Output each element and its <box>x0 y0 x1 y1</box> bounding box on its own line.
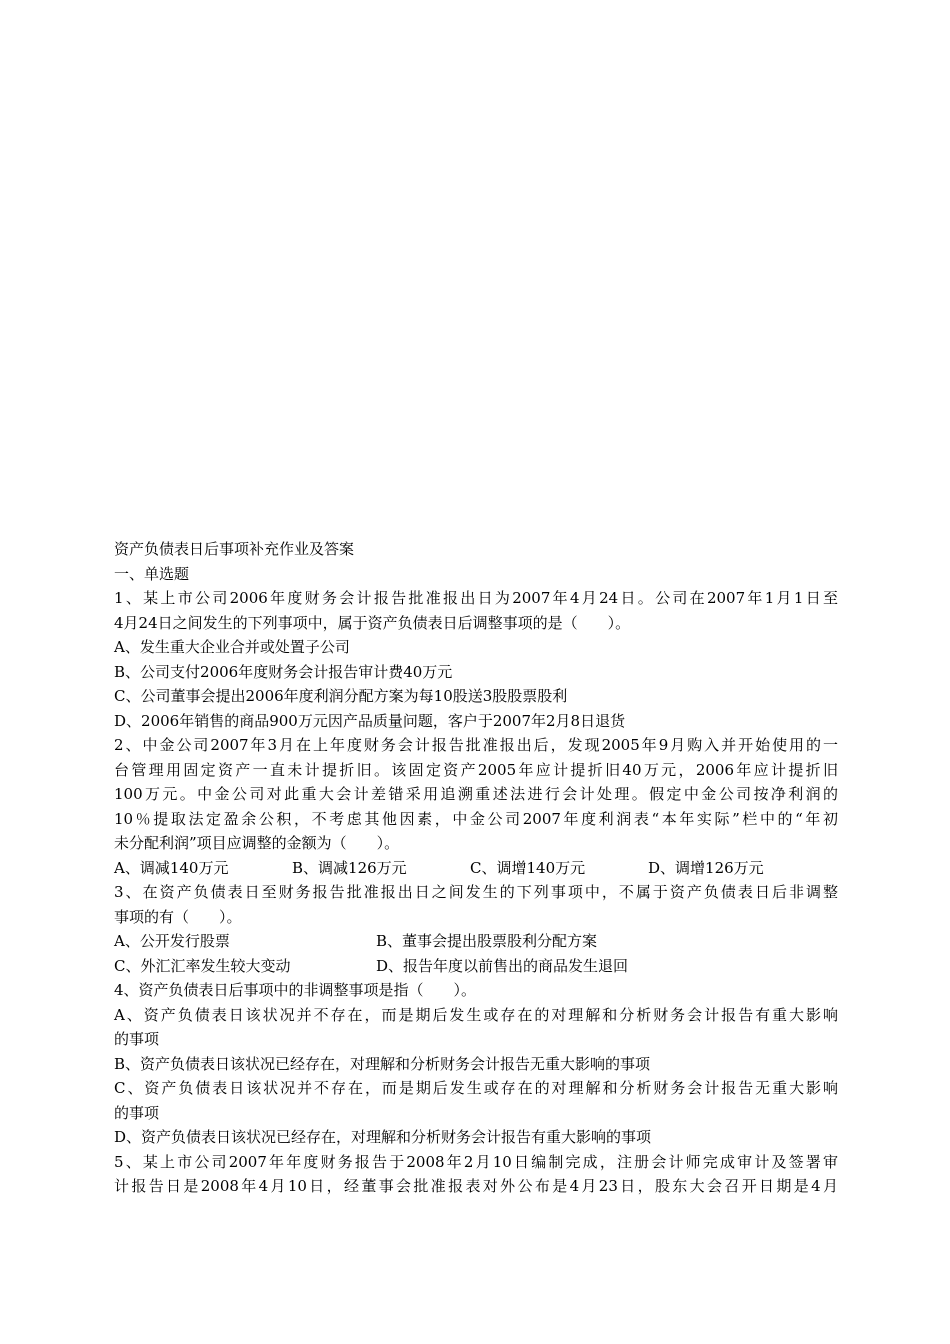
question-1-line-1: 1、某上市公司2006年度财务会计报告批准报出日为2007年4月24日。公司在2007年1月1日至 <box>114 589 838 607</box>
question-2-line-2: 台管理用固定资产一直未计提折旧。该固定资产2005年应计提折旧40万元，2006年应计提折旧 <box>114 760 838 779</box>
question-3-option-d: D、报告年度以前售出的商品发生退回 <box>376 956 629 975</box>
question-2-line-5: 未分配利润”项目应调整的金额为（ ）。 <box>114 834 400 852</box>
question-2-options <box>114 856 838 881</box>
question-2-option-a: A、调减140万元 <box>114 858 229 877</box>
question-1-option-c: C、公司董事会提出2006年度利润分配方案为每10股送3股股票股利 <box>114 687 568 705</box>
question-4-option-d: D、资产负债表日该状况已经存在，对理解和分析财务会计报告有重大影响的事项 <box>114 1128 652 1146</box>
question-4-option-a-line-1: A、资产负债表日该状况并不存在，而是期后发生或存在的对理解和分析财务会计报告有重大影响 <box>114 1005 838 1024</box>
question-2-option-d: D、调增126万元 <box>648 858 764 877</box>
section-heading: 一、单选题 <box>114 564 190 583</box>
question-2-option-b: B、调减126万元 <box>292 858 407 877</box>
question-3-option-c: C、外汇汇率发生较大变动 <box>114 956 291 975</box>
question-5-line-2: 计报告日是2008年4月10日，经董事会批准报表对外公布是4月23日，股东大会召开日期是4月 <box>114 1177 838 1195</box>
question-4-option-a-line-2: 的事项 <box>114 1030 160 1048</box>
question-1-option-b: B、公司支付2006年度财务会计报告审计费40万元 <box>114 662 453 681</box>
question-1-option-a: A、发生重大企业合并或处置子公司 <box>114 638 350 656</box>
question-3-line-2: 事项的有（ ）。 <box>114 907 242 926</box>
question-1-line-2: 4月24日之间发生的下列事项中，属于资产负债表日后调整事项的是（ ）。 <box>114 613 631 632</box>
question-3-options-ab <box>114 929 838 954</box>
question-1-option-d: D、2006年销售的商品900万元因产品质量问题，客户于2007年2月8日退货 <box>114 711 626 730</box>
question-4-option-c-line-2: 的事项 <box>114 1103 160 1122</box>
question-4-option-c-line-1: C、资产负债表日该状况并不存在，而是期后发生或存在的对理解和分析财务会计报告无重大影响 <box>114 1079 838 1097</box>
question-2-option-c: C、调增140万元 <box>470 858 586 877</box>
question-3-option-a: A、公开发行股票 <box>114 932 230 950</box>
question-3-options-cd <box>114 954 838 979</box>
question-2-line-1: 2、中金公司2007年3月在上年度财务会计报告批准报出后，发现2005年9月购入并开始使用的一 <box>114 736 838 754</box>
question-2-line-4: 10％提取法定盈余公积，不考虑其他因素，中金公司2007年度利润表“本年实际”栏中的“年初 <box>114 809 838 828</box>
document-body <box>114 537 838 1199</box>
question-4-option-b: B、资产负债表日该状况已经存在，对理解和分析财务会计报告无重大影响的事项 <box>114 1054 651 1073</box>
question-4-line-1: 4、资产负债表日后事项中的非调整事项是指（ ）。 <box>114 981 477 999</box>
question-3-line-1: 3、在资产负债表日至财务报告批准报出日之间发生的下列事项中，不属于资产负债表日后非调整 <box>114 883 838 901</box>
question-3-option-b: B、董事会提出股票股利分配方案 <box>376 932 598 950</box>
document-title: 资产负债表日后事项补充作业及答案 <box>114 540 355 558</box>
question-2-line-3: 100万元。中金公司对此重大会计差错采用追溯重述法进行会计处理。假定中金公司按净利润的 <box>114 785 838 803</box>
question-5-line-1: 5、某上市公司2007年年度财务报告于2008年2月10日编制完成，注册会计师完成审计及签署审 <box>114 1152 838 1171</box>
